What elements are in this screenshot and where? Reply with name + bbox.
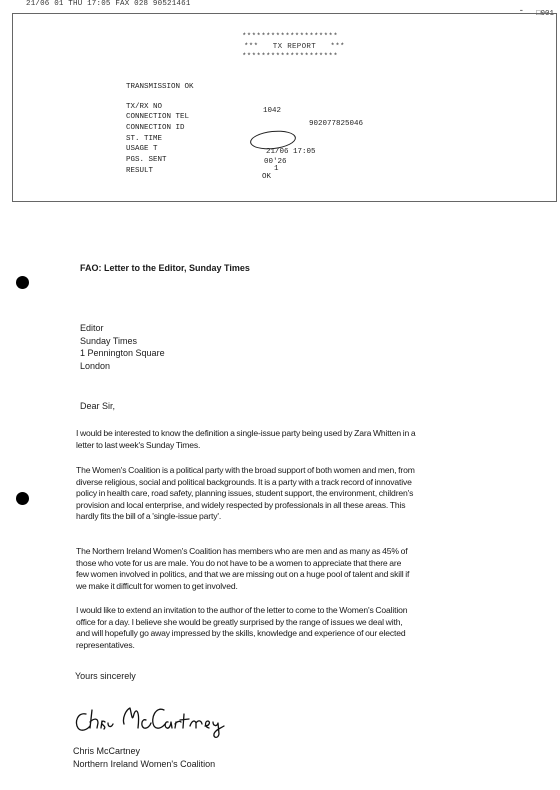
address-line: 1 Pennington Square [80, 348, 165, 358]
paragraph-line: we make it difficult for women to get involved. [76, 580, 238, 591]
paragraph-line: policy in health care, road safety, planning issues, student support, the environment, children's [76, 488, 414, 499]
signer-organization: Northern Ireland Women's Coalition [73, 759, 216, 769]
tx-label-result: RESULT [126, 167, 154, 175]
tx-status: TRANSMISSION OK [126, 83, 194, 91]
paragraph-line: The Women's Coalition is a political party with the broad support of both women and men, from [76, 465, 415, 475]
handwritten-signature [72, 696, 232, 740]
paragraph-line: few women involved in politics, and that we are missing out on a huge pool of talent and skill if [76, 569, 410, 580]
punch-hole-bottom [16, 492, 29, 505]
page-icon: □ [535, 10, 541, 18]
address-line: London [80, 360, 111, 371]
tx-value-connection-tel: 902077825046 [309, 120, 364, 128]
tx-value-pgs-sent: 1 [274, 165, 279, 173]
signer-name: Chris McCartney [73, 746, 141, 756]
paragraph-line: representatives. [76, 639, 135, 650]
paragraph-line: those who vote for us are male. You do not have to be a women to appreciate that there are [76, 557, 402, 568]
tx-label-txrx: TX/RX NO [126, 103, 163, 111]
paragraph-3 [76, 546, 514, 592]
recipient-address [80, 322, 165, 372]
tx-label-usage: USAGE T [126, 145, 158, 153]
paragraph-line: letter to last week's Sunday Times. [76, 439, 201, 450]
tx-report-box [12, 13, 557, 202]
paragraph-line: hardly fits the bill of a 'single-issue party'. [76, 511, 222, 522]
address-line: Editor [80, 323, 104, 333]
closing: Yours sincerely [75, 671, 136, 681]
tx-label-pgs-sent: PGS. SENT [126, 156, 167, 164]
page-number: 001 [540, 10, 554, 18]
tx-label-st-time: ST. TIME [126, 135, 163, 143]
tx-value-st-time: 21/06 17:05 [266, 148, 316, 156]
paragraph-line: I would be interested to know the definition a single-issue party being used by Zara Whitten in a [76, 428, 416, 438]
fao-heading: FAO: Letter to the Editor, Sunday Times [80, 263, 250, 273]
fax-header-line: 21/06 01 THU 17:05 FAX 028 90521461 [26, 0, 191, 8]
paragraph-line: provision and local enterprise, and widely respected by professionals in all these areas. This [76, 499, 406, 510]
tx-label-connection-id: CONNECTION ID [126, 124, 185, 132]
tx-value-usage: 00'26 [264, 158, 287, 166]
tx-label-connection-tel: CONNECTION TEL [126, 113, 190, 121]
tx-report-title: *** TX REPORT *** [244, 43, 345, 51]
paragraph-line: and will hopefully go away impressed by the skills, knowledge and experience of our elected [76, 628, 406, 639]
signer-block [73, 745, 215, 771]
paragraph-line: office for a day. I believe she would be greatly surprised by the range of issues we deal with, [76, 616, 403, 627]
paragraph-line: The Northern Ireland Women's Coalition has members who are men and as many as 45% of [76, 546, 408, 556]
corner-mark: - [518, 6, 524, 16]
address-line: Sunday Times [80, 335, 138, 346]
tx-report-border-bottom: ******************** [242, 53, 339, 61]
tx-report-border-top: ******************** [242, 33, 339, 41]
paragraph-4 [76, 605, 514, 651]
salutation: Dear Sir, [80, 401, 116, 411]
paragraph-line: I would like to extend an invitation to the author of the letter to come to the Women's Coalition [76, 605, 408, 615]
paragraph-1 [76, 428, 514, 451]
paragraph-line: diverse religious, social and political backgrounds. It is a party with a track record of innovative [76, 476, 412, 487]
paragraph-2 [76, 465, 514, 523]
punch-hole-top [16, 276, 29, 289]
tx-value-txrx: 1042 [263, 107, 282, 115]
tx-value-result: OK [262, 173, 272, 181]
